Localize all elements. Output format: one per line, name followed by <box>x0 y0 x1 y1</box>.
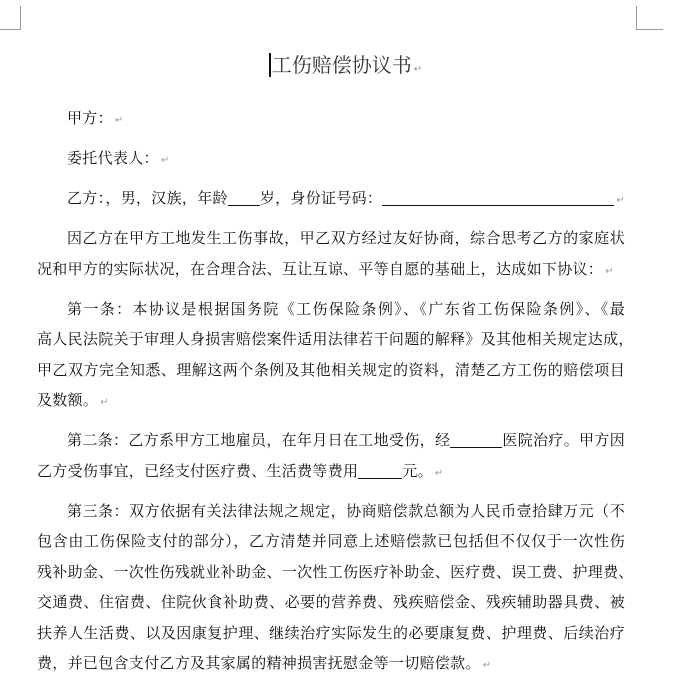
paragraph-mark-icon: ↵ <box>114 115 124 126</box>
text-line: 甲乙双方完全知悉、理解这两个条例及其他相关规定的资料，清楚乙方工伤的赔偿项目 <box>37 360 625 379</box>
id-number-blank[interactable] <box>382 188 614 206</box>
article-2-paragraph <box>37 425 625 486</box>
page-corner-mark-right <box>636 6 663 30</box>
representative-paragraph <box>37 143 625 174</box>
party-a-paragraph <box>37 103 625 134</box>
intro-paragraph <box>37 223 625 284</box>
text-line: 况和甲方的实际状况，在合理合法、互让互谅、平等自愿的基础上，达成如下协议： <box>37 259 604 278</box>
paragraph-mark-icon: ↵ <box>605 265 614 277</box>
text-line: 高人民法院关于审理人身损害赔偿案件适用法律若干问题的解释》及其他相关规定达成， <box>37 330 634 348</box>
text-segment: 乙方受伤事宜，已经支付医疗费、生活费等费用 <box>37 461 359 480</box>
text-line: 扶养人生活费、以及因康复护理、继续治疗实际发生的必要康复费、护理费、后续治疗 <box>37 623 625 642</box>
article-1-paragraph <box>37 294 634 416</box>
party-b-paragraph <box>37 183 625 214</box>
hospital-blank[interactable] <box>450 430 502 448</box>
representative-label: 委托代表人： <box>67 149 159 167</box>
text-segment: 元。 <box>402 461 433 480</box>
text-line: 第三条：双方依据有关法律法规之规定，协商赔偿款总额为人民币壹拾肆万元（不 <box>67 501 625 520</box>
text-line: 包含由工伤保险支付的部分），乙方清楚并同意上述赔偿款已包括但不仅仅于一次性伤 <box>37 532 625 550</box>
text-segment: 第二条：乙方系甲方工地雇员，在年月日在工地受伤，经 <box>67 431 451 449</box>
text-line: 费，并已包含支付乙方及其家属的精神损害抚慰金等一切赔偿款。 <box>37 654 481 672</box>
text-cursor <box>269 53 271 77</box>
document-title[interactable] <box>0 52 691 83</box>
paragraph-mark-icon: ↵ <box>434 467 444 479</box>
text-line: 第一条：本协议是根据国务院《工伤保险条例》、《广东省工伤保险条例》、《最 <box>67 299 625 318</box>
text-segment: 医院治疗。甲方因 <box>502 431 625 449</box>
title-text: 工伤赔偿协议书 <box>271 53 412 77</box>
article-3-paragraph <box>37 496 634 679</box>
amount-blank[interactable] <box>358 461 402 479</box>
paragraph-mark-icon: ↵ <box>482 660 492 671</box>
party-b-text: 乙方：，男，汉族，年龄 <box>67 189 228 207</box>
page-corner-mark-left <box>0 6 21 30</box>
text-line: 残补助金、一次性伤残就业补助金、一次性工伤医疗补助金、医疗费、误工费、护理费、 <box>37 562 634 581</box>
document-body[interactable] <box>37 103 634 688</box>
paragraph-mark-icon: ↵ <box>100 397 109 408</box>
age-blank[interactable] <box>228 188 260 206</box>
text-line: 因乙方在甲方工地发生工伤事故，甲乙双方经过友好协商，综合思考乙方的家庭状 <box>67 229 625 247</box>
paragraph-mark-icon: ↵ <box>616 195 625 206</box>
party-a-label: 甲方： <box>67 109 113 127</box>
paragraph-mark-icon: ↵ <box>160 155 170 166</box>
text-line: 及数额。 <box>37 391 99 409</box>
text-line: 交通费、住宿费、住院伙食补助费、必要的营养费、残疾赔偿金、残疾辅助器具费、被 <box>37 593 625 611</box>
paragraph-mark-icon: ↵ <box>413 64 423 75</box>
party-b-id-label: 岁，身份证号码： <box>259 189 383 207</box>
